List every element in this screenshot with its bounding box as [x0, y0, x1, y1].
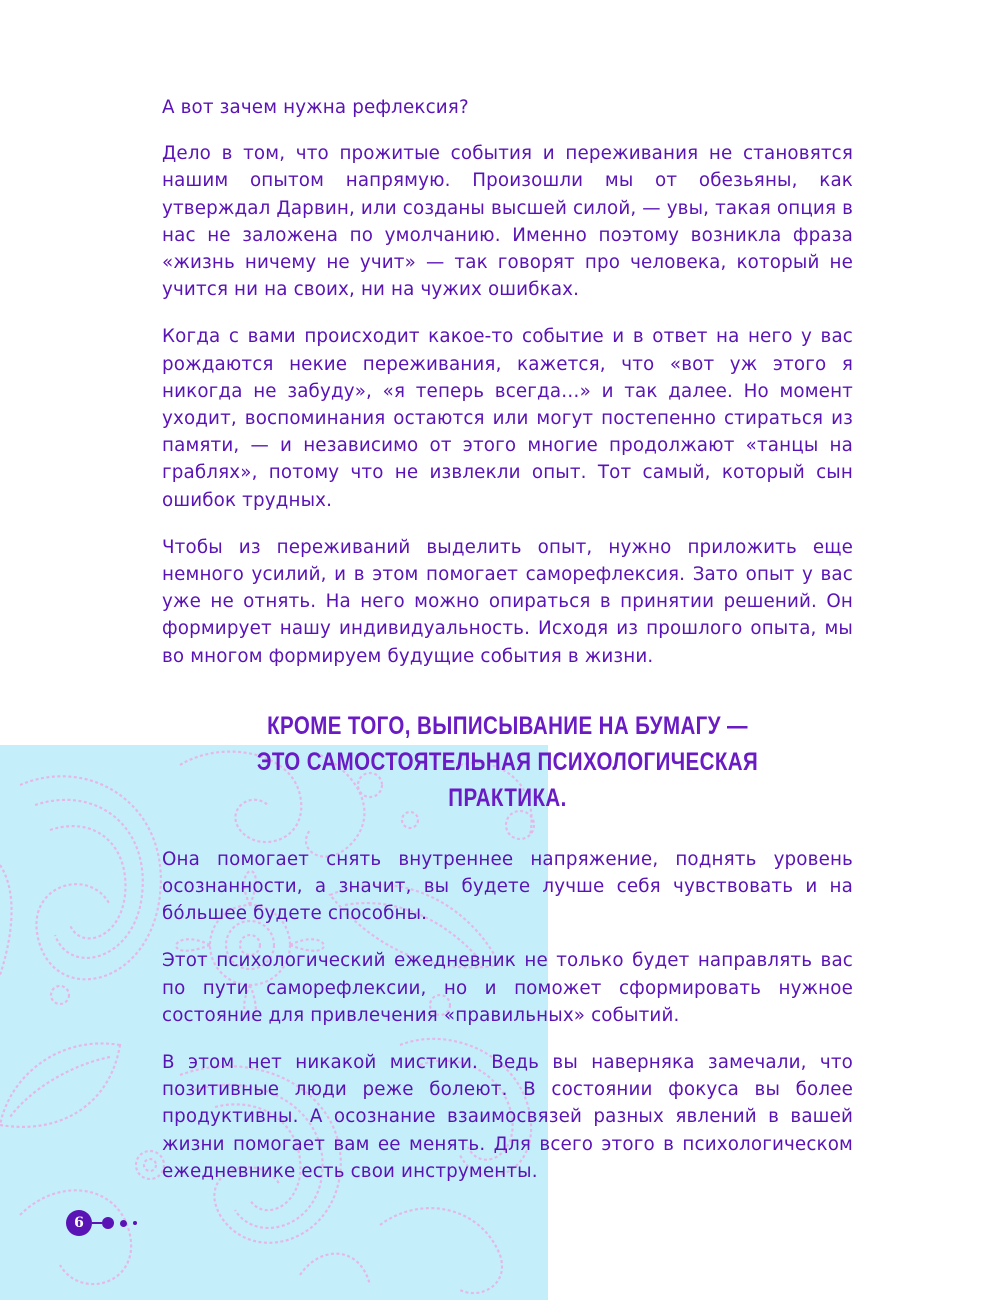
page-dot-medium: [120, 1220, 127, 1227]
section-heading: [224, 708, 791, 816]
paragraph-diary: Этот психологический ежедневник не только будет направлять вас по пути саморефлексии, но и поможет сформировать нужное состояние для привлечения «правильных» событий.: [162, 950, 853, 1026]
page-number-marker: [66, 1208, 137, 1238]
section-heading-line-1: КРОМЕ ТОГО, ВЫПИСЫВАНИЕ НА БУМАГУ —: [267, 711, 748, 740]
paragraph-tension: Она помогает снять внутреннее напряжение, поднять уровень осознанности, а значит, вы будете лучше себя чувствовать и на бо́льшее будете способны.: [162, 848, 853, 925]
page-dot-large: [102, 1217, 114, 1229]
page-body: [162, 94, 853, 1205]
page-dot-small: [133, 1221, 137, 1225]
page-number: 6: [66, 1210, 92, 1236]
section-heading-line-2: ЭТО САМОСТОЯТЕЛЬНАЯ ПСИХОЛОГИЧЕСКАЯ ПРАКТИКА.: [256, 747, 759, 812]
paragraph-experience: Дело в том, что прожитые события и переживания не становятся нашим опытом напрямую. Произошли мы от обезьяны, как утверждал Дарвин, или созданы высшей силой, — увы, такая опция в нас не заложена по умолчанию. Именно поэтому возникла фраза «жизнь ничему не учит» — так говорят про человека, который не учится ни на своих, ни на чужих ошибках.: [162, 143, 853, 301]
page-dot-connector: [92, 1222, 102, 1224]
paragraph-self-reflection: Чтобы из переживаний выделить опыт, нужно приложить еще немного усилий, и в этом помогает саморефлексия. Зато опыт у вас уже не отнять. На него можно опираться в принятии решений. Он формирует нашу индивидуальность. Исходя из прошлого опыта, мы во многом формируем будущие события в жизни.: [162, 536, 853, 667]
intro-question: А вот зачем нужна рефлексия?: [162, 97, 469, 118]
paragraph-events: Когда с вами происходит какое-то событие и в ответ на него у вас рождаются некие переживания, кажется, что «вот уж этого я никогда не забуду», «я теперь всегда…» и так далее. Но момент уходит, воспоминания остаются или могут постепенно стираться из памяти, — и независимо от этого многие продолжают «танцы на граблях», потому что не извлекли опыт. Тот самый, который сын ошибок трудных.: [162, 326, 853, 511]
paragraph-no-mystic: В этом нет никакой мистики. Ведь вы наверняка замечали, что позитивные люди реже болеют. В состоянии фокуса вы более продуктивны. А осознание взаимосвязей разных явлений в вашей жизни помогает вам ее менять. Для всего этого в психологическом ежедневнике есть свои инструменты.: [162, 1052, 853, 1182]
